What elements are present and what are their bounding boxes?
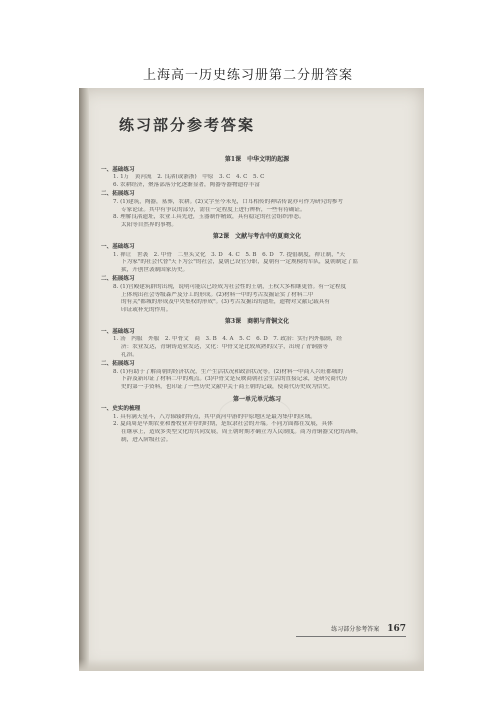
answer-line: 7. (1)建筑，陶器，墓葬，农耕。(2)文字至今未见，口耳相传的神话传说亦可作为研究的参考 [113, 198, 343, 205]
section-heading: 一、史实的梳理 [101, 406, 141, 413]
answer-line: 1. 具有满天星斗，八方辐辏的特点，其中黄河中游的中原地区是最为集中的区域。 [113, 413, 316, 420]
footer-label: 练习部分参考答案 [331, 626, 380, 633]
lesson-title: 第一单元单元练习 [232, 395, 281, 403]
answer-line: 1. 禅让 世袭 2. 甲骨 二里头文化 3. D 4. C 5. B 6. D 7. 提倡制度，禅让制，"天 [113, 251, 345, 258]
document-title: 上海高一历史练习册第二分册答案 [142, 68, 353, 83]
answer-line: 1. 1万 黄河流 2. 良渚(或浙浙) 中原 3. C 4. C 5. C [113, 174, 265, 181]
answer-line: 8. (1)有助于了解商朝的经济状况，生产生活状况和政治状况等。(2)材料一中商人兴旺都城的 [113, 368, 343, 375]
footer-rule [296, 636, 406, 637]
answer-line: 卜辞及新印证了材料二中的观点。(3)甲骨文是反映商朝社会生活的直接记录，是研究商代历 [121, 376, 348, 383]
answer-line: 济：农业发达，青铜铸造业发达，文化：甲骨文是比较成熟的汉字，出现了青铜器等 [121, 344, 328, 351]
section-heading: 一、基础练习 [101, 328, 135, 335]
lesson-title: 第3课 商朝与青铜文化 [224, 318, 290, 326]
answer-page [101, 116, 413, 444]
lessons-container [101, 156, 413, 444]
answer-line: 狱，开创世袭制国家历史。 [121, 266, 189, 273]
section-heading: 二、拓展练习 [101, 276, 135, 283]
answer-line: 6. 农耕经济，聚落部落分化逐渐显著，陶器等器物遗存丰富 [113, 181, 260, 188]
answer-line: 制，进入阶级社会。 [121, 436, 172, 443]
answer-line: 印证或补充的作用。 [121, 306, 172, 313]
section-heading: 二、拓展练习 [101, 191, 135, 198]
answer-line: 史的第一手资料，也印证了一些历史文献中关于商王朝的记载，使商代历史成为信史。 [121, 384, 334, 391]
answer-line: 上体现出社会等级森严及分工的形成。(2)材料一中的考古发掘证实了材料二中 [121, 291, 314, 298]
page-heading: 练习部分参考答案 [119, 116, 256, 134]
section-heading: 一、基础练习 [101, 243, 135, 250]
answer-line: 1. 汤 内服 外服 2. 甲骨文 商 3. B 4. A 5. C 6. D 7. 政治：实行内外服制，经 [113, 336, 342, 343]
section-heading: 二、拓展练习 [101, 361, 135, 368]
lesson-title: 第1课 中华文明的起源 [224, 156, 290, 163]
section-heading: 一、基础练习 [101, 166, 135, 173]
answer-line: 2. 夏商周是早期农业和畜牧业并存的时期，是奴隶社会的开端。不同方面都在发展，具体 [113, 421, 333, 428]
answer-line: 8. (1)宫殿建筑群的出现，说明可能以已经成为社会性的王朝，王权大多相继更替。有一定程度 [113, 283, 347, 290]
page-number: 167 [387, 624, 406, 634]
answer-line: 下为家"的社会代替"天下为公"的社会，夏朝已设官分职，夏朝有一定规模的军队，夏朝制定了监 [121, 259, 359, 266]
answer-line: 太阳等自然界的事物。 [121, 221, 177, 228]
lesson-title: 第2课 文献与考古中的夏商文化 [212, 233, 302, 241]
answer-line: 专家论证。其中有争议的部分，需在一定程度上进行辨析，一些有待确证。 [121, 206, 306, 213]
answer-line: 8. 理解良渚遗址，农业工具先进，玉器制作精致，具有稳定的社会组织形态。 [113, 214, 305, 221]
answer-line: 在继承上，造成多类型文化的共同发展，周王朝时期才确立为人民制度。商为青铜器文化的高峰， [121, 429, 362, 435]
page-footer [331, 624, 406, 634]
answer-line: 的有关"都城的形成及中央集权的形成"。(3)考古发掘出的遗址，遗物对文献记载具有 [121, 299, 330, 306]
scanned-page [79, 88, 424, 671]
answer-line: 礼治。 [121, 351, 138, 358]
